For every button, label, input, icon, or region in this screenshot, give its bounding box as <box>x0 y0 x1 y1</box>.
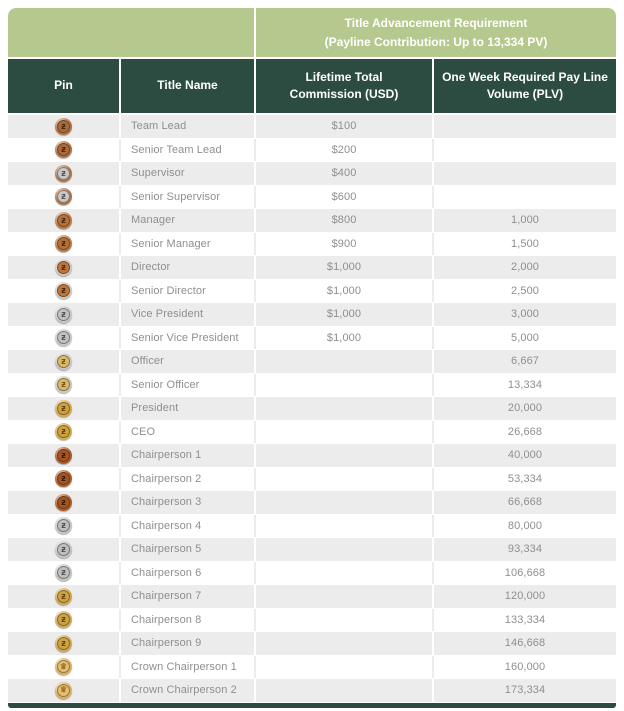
pin-cell <box>8 632 119 655</box>
coin-z-icon: ƶ <box>55 611 72 628</box>
pin-cell <box>8 609 119 632</box>
commission-cell: $200 <box>254 139 432 162</box>
column-header-title-name-label: Title Name <box>157 78 218 93</box>
commission-cell <box>254 609 432 632</box>
coin-crown-icon: ♛ <box>55 682 72 699</box>
pin-cell <box>8 350 119 373</box>
title-name-cell: Chairperson 3 <box>119 491 254 514</box>
table-row <box>8 609 616 632</box>
title-advancement-table <box>8 8 616 708</box>
title-name-cell: CEO <box>119 421 254 444</box>
coin-z-icon: ƶ <box>55 588 72 605</box>
commission-cell <box>254 421 432 444</box>
coin-z-icon: ƶ <box>55 494 72 511</box>
title-name-cell: Chairperson 5 <box>119 538 254 561</box>
title-name-cell: Chairperson 6 <box>119 562 254 585</box>
table-row <box>8 562 616 585</box>
commission-cell <box>254 350 432 373</box>
pin-cell <box>8 374 119 397</box>
pin-cell <box>8 327 119 350</box>
plv-cell: 80,000 <box>432 515 616 538</box>
title-name-cell: Senior Director <box>119 280 254 303</box>
table-row <box>8 585 616 608</box>
commission-cell <box>254 491 432 514</box>
coin-z-icon: ƶ <box>55 165 72 182</box>
table-row <box>8 209 616 232</box>
title-name-cell: Senior Officer <box>119 374 254 397</box>
table-footer-bar <box>8 703 616 708</box>
table-row <box>8 327 616 350</box>
plv-cell: 26,668 <box>432 421 616 444</box>
title-name-cell: Chairperson 7 <box>119 585 254 608</box>
pin-cell <box>8 656 119 679</box>
title-name-cell: Chairperson 4 <box>119 515 254 538</box>
banner-spacer <box>8 8 254 57</box>
plv-cell: 173,334 <box>432 679 616 702</box>
pin-cell <box>8 538 119 561</box>
table-row <box>8 515 616 538</box>
commission-cell: $600 <box>254 186 432 209</box>
pin-cell <box>8 186 119 209</box>
coin-z-icon: ƶ <box>55 423 72 440</box>
title-name-cell: Team Lead <box>119 115 254 138</box>
title-name-cell: Senior Team Lead <box>119 139 254 162</box>
title-name-cell: Vice President <box>119 303 254 326</box>
column-header-plv-line2: Volume (PLV) <box>486 87 564 101</box>
coin-z-icon: ƶ <box>55 259 72 276</box>
coin-z-icon: ƶ <box>55 635 72 652</box>
plv-cell <box>432 139 616 162</box>
title-name-cell: Supervisor <box>119 162 254 185</box>
title-name-cell: Chairperson 8 <box>119 609 254 632</box>
pin-cell <box>8 515 119 538</box>
pin-cell <box>8 468 119 491</box>
column-header-commission-line2: Commission (USD) <box>289 87 399 101</box>
plv-cell: 1,000 <box>432 209 616 232</box>
plv-cell <box>432 162 616 185</box>
plv-cell: 133,334 <box>432 609 616 632</box>
table-row <box>8 303 616 326</box>
plv-cell <box>432 115 616 138</box>
coin-z-icon: ƶ <box>55 235 72 252</box>
plv-cell: 2,500 <box>432 280 616 303</box>
coin-z-icon: ƶ <box>55 188 72 205</box>
plv-cell: 3,000 <box>432 303 616 326</box>
column-header-row <box>8 59 616 113</box>
commission-cell: $1,000 <box>254 303 432 326</box>
plv-cell: 2,000 <box>432 256 616 279</box>
table-title-line1: Title Advancement Requirement <box>344 15 528 30</box>
commission-cell <box>254 397 432 420</box>
commission-cell: $800 <box>254 209 432 232</box>
pin-cell <box>8 585 119 608</box>
commission-cell <box>254 656 432 679</box>
coin-z-icon: ƶ <box>55 541 72 558</box>
coin-z-icon: ƶ <box>55 470 72 487</box>
plv-cell: 5,000 <box>432 327 616 350</box>
table-title <box>254 8 616 57</box>
pin-cell <box>8 679 119 702</box>
pin-cell <box>8 162 119 185</box>
title-name-cell: Chairperson 1 <box>119 444 254 467</box>
pin-cell <box>8 444 119 467</box>
coin-z-icon: ƶ <box>55 447 72 464</box>
table-row <box>8 374 616 397</box>
title-name-cell: Officer <box>119 350 254 373</box>
commission-cell <box>254 538 432 561</box>
title-name-cell: Chairperson 9 <box>119 632 254 655</box>
plv-cell: 13,334 <box>432 374 616 397</box>
pin-cell <box>8 233 119 256</box>
column-header-title-name <box>119 59 254 113</box>
plv-cell: 53,334 <box>432 468 616 491</box>
table-row <box>8 280 616 303</box>
commission-cell <box>254 562 432 585</box>
title-name-cell: Manager <box>119 209 254 232</box>
pin-cell <box>8 562 119 585</box>
plv-cell: 1,500 <box>432 233 616 256</box>
banner-row <box>8 8 616 57</box>
plv-cell: 20,000 <box>432 397 616 420</box>
commission-cell <box>254 444 432 467</box>
table-row <box>8 468 616 491</box>
commission-cell <box>254 515 432 538</box>
pin-cell <box>8 421 119 444</box>
coin-z-icon: ƶ <box>55 141 72 158</box>
table-row <box>8 632 616 655</box>
title-name-cell: Senior Supervisor <box>119 186 254 209</box>
commission-cell: $1,000 <box>254 280 432 303</box>
title-name-cell: Director <box>119 256 254 279</box>
coin-z-icon: ƶ <box>55 329 72 346</box>
commission-cell: $100 <box>254 115 432 138</box>
table-row <box>8 139 616 162</box>
column-header-pin <box>8 59 119 113</box>
pin-cell <box>8 139 119 162</box>
table-row <box>8 538 616 561</box>
pin-cell <box>8 303 119 326</box>
pin-cell <box>8 491 119 514</box>
pin-cell <box>8 397 119 420</box>
table-row <box>8 656 616 679</box>
pin-cell <box>8 280 119 303</box>
table-row <box>8 421 616 444</box>
commission-cell: $400 <box>254 162 432 185</box>
coin-crown-icon: ♛ <box>55 658 72 675</box>
title-name-cell: Senior Manager <box>119 233 254 256</box>
title-name-cell: Crown Chairperson 1 <box>119 656 254 679</box>
commission-cell <box>254 468 432 491</box>
plv-cell <box>432 186 616 209</box>
plv-cell: 106,668 <box>432 562 616 585</box>
table-row <box>8 233 616 256</box>
title-name-cell: Chairperson 2 <box>119 468 254 491</box>
column-header-commission-line1: Lifetime Total <box>305 69 383 84</box>
coin-z-icon: ƶ <box>55 212 72 229</box>
coin-z-icon: ƶ <box>55 517 72 534</box>
table-row <box>8 350 616 373</box>
commission-cell <box>254 679 432 702</box>
table-row <box>8 397 616 420</box>
commission-cell <box>254 585 432 608</box>
coin-z-icon: ƶ <box>55 353 72 370</box>
commission-cell: $1,000 <box>254 327 432 350</box>
title-name-cell: President <box>119 397 254 420</box>
column-header-plv <box>432 59 616 113</box>
coin-z-icon: ƶ <box>55 400 72 417</box>
table-row <box>8 162 616 185</box>
pin-cell <box>8 256 119 279</box>
table-row <box>8 256 616 279</box>
plv-cell: 160,000 <box>432 656 616 679</box>
table-body <box>8 115 616 702</box>
pin-cell <box>8 209 119 232</box>
plv-cell: 93,334 <box>432 538 616 561</box>
coin-z-icon: ƶ <box>55 118 72 135</box>
commission-cell <box>254 374 432 397</box>
column-header-pin-label: Pin <box>54 78 73 93</box>
table-title-line2: (Payline Contribution: Up to 13,334 PV) <box>324 34 548 49</box>
coin-z-icon: ƶ <box>55 376 72 393</box>
title-name-cell: Senior Vice President <box>119 327 254 350</box>
column-header-commission <box>254 59 432 113</box>
table-row <box>8 491 616 514</box>
coin-z-icon: ƶ <box>55 564 72 581</box>
commission-cell: $900 <box>254 233 432 256</box>
table-row <box>8 186 616 209</box>
plv-cell: 6,667 <box>432 350 616 373</box>
coin-z-icon: ƶ <box>55 306 72 323</box>
table-row <box>8 115 616 138</box>
coin-z-icon: ƶ <box>55 282 72 299</box>
column-header-plv-line1: One Week Required Pay Line <box>442 69 608 84</box>
plv-cell: 120,000 <box>432 585 616 608</box>
pin-cell <box>8 115 119 138</box>
plv-cell: 40,000 <box>432 444 616 467</box>
plv-cell: 66,668 <box>432 491 616 514</box>
commission-cell <box>254 632 432 655</box>
title-name-cell: Crown Chairperson 2 <box>119 679 254 702</box>
plv-cell: 146,668 <box>432 632 616 655</box>
table-row <box>8 679 616 702</box>
table-row <box>8 444 616 467</box>
commission-cell: $1,000 <box>254 256 432 279</box>
